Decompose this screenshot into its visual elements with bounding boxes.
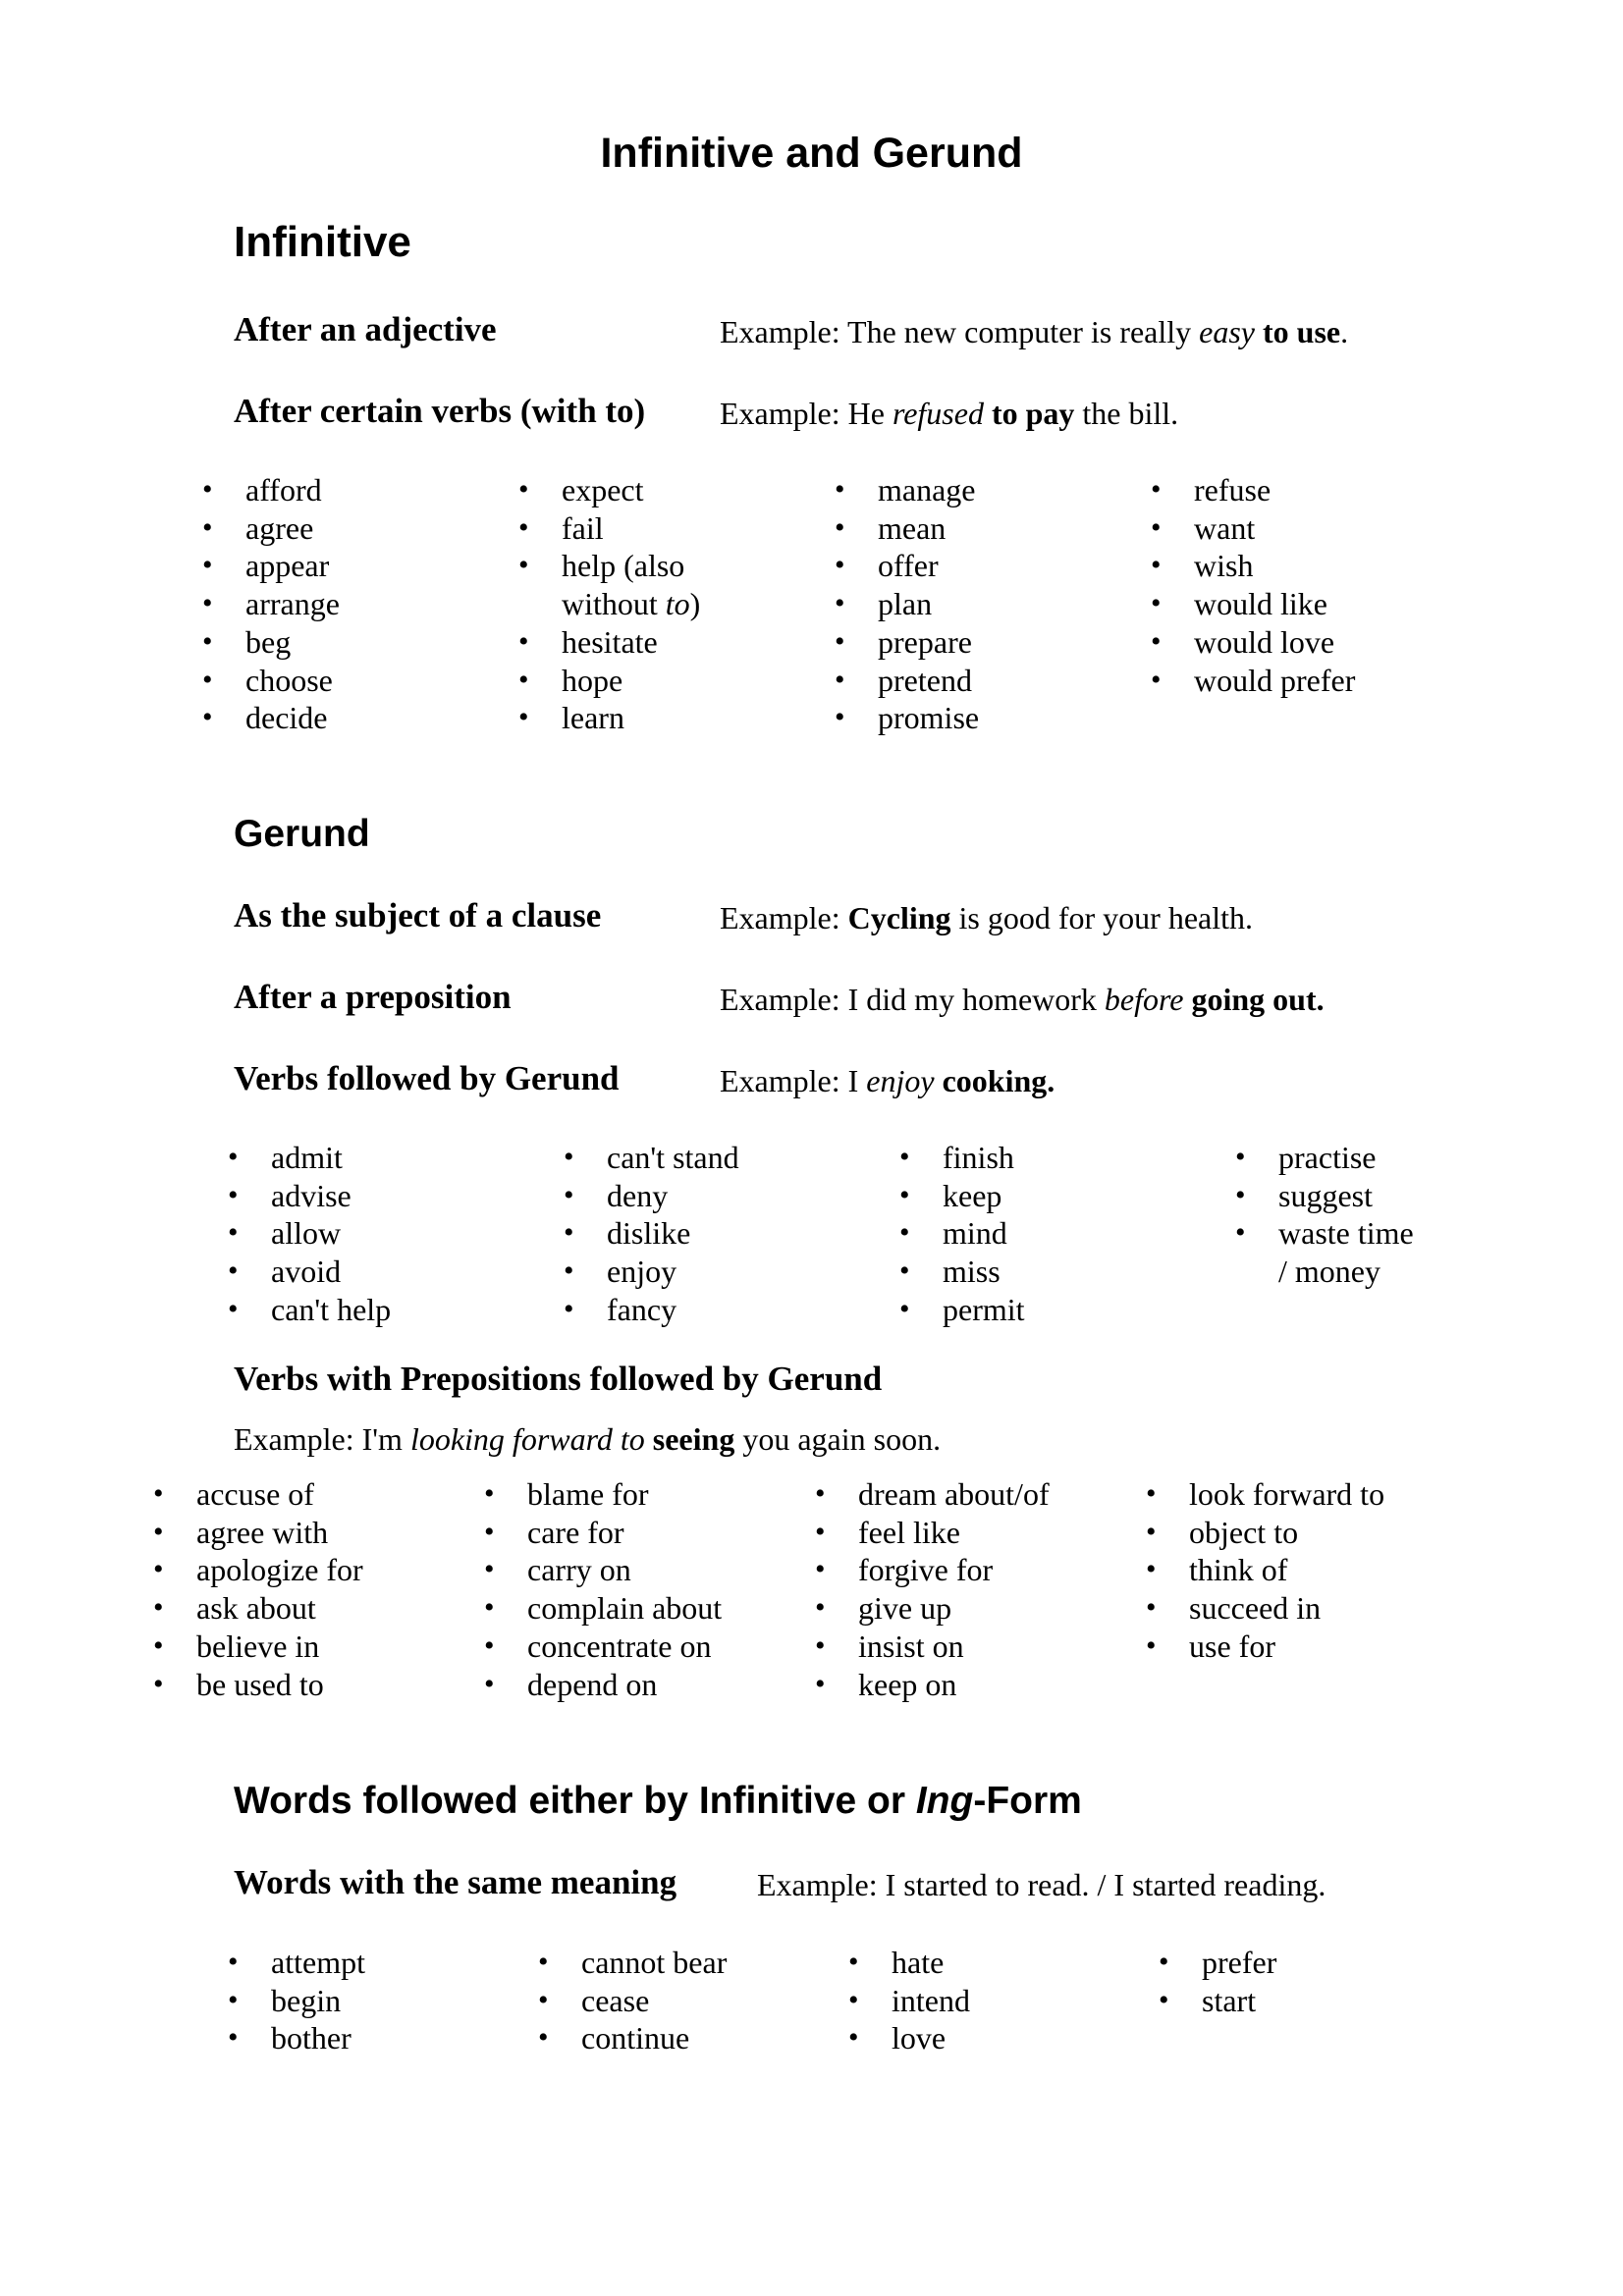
infinitive-verbs-col2 (518, 471, 700, 737)
list-item: • use for (1146, 1628, 1384, 1666)
list-item: • cannot bear (538, 1944, 727, 1982)
list-item: • afford (202, 471, 340, 509)
list-item: • expect (518, 471, 700, 509)
list-item: • allow (228, 1214, 391, 1253)
list-item: • mind (899, 1214, 1025, 1253)
list-item: • begin (228, 1982, 365, 2020)
list-item: • would love (1151, 623, 1355, 662)
list-item: • finish (899, 1139, 1025, 1177)
section-heading-either: Words followed either by Infinitive or Ing-Form (234, 1780, 1082, 1822)
section-heading-gerund: Gerund (234, 813, 370, 855)
list-item: • choose (202, 662, 340, 700)
list-item: • deny (564, 1177, 739, 1215)
list-item: • blame for (484, 1475, 722, 1514)
list-item: • keep (899, 1177, 1025, 1215)
list-item: • hesitate (518, 623, 700, 662)
section-heading-infinitive: Infinitive (234, 218, 411, 266)
list-item: • advise (228, 1177, 391, 1215)
list-item: • suggest (1235, 1177, 1414, 1215)
list-item: • agree (202, 509, 340, 548)
list-item: • appear (202, 547, 340, 585)
example-same-meaning: Example: I started to read. / I started reading. (757, 1867, 1326, 1902)
example-after-certain-verbs: Example: He refused to pay the bill. (720, 396, 1179, 431)
list-item: • manage (835, 471, 979, 509)
list-item: • pretend (835, 662, 979, 700)
list-item: • want (1151, 509, 1355, 548)
gerund-verbs-col2 (564, 1139, 739, 1329)
example-subject-of-clause: Example: Cycling is good for your health. (720, 900, 1254, 935)
list-item: • plan (835, 585, 979, 623)
list-item: • complain about (484, 1589, 722, 1628)
list-item: • would prefer (1151, 662, 1355, 700)
page-title: Infinitive and Gerund (600, 130, 1023, 177)
list-item: • fail (518, 509, 700, 548)
list-item: • admit (228, 1139, 391, 1177)
list-item: • accuse of (153, 1475, 363, 1514)
list-item: • would like (1151, 585, 1355, 623)
list-item: • refuse (1151, 471, 1355, 509)
list-item: • fancy (564, 1291, 739, 1329)
gerund-verbs-col4 (1235, 1139, 1414, 1291)
list-item: • wish (1151, 547, 1355, 585)
list-item: • start (1159, 1982, 1276, 2020)
list-item: • learn (518, 699, 700, 737)
list-item: • forgive for (815, 1551, 1050, 1589)
either-col2 (538, 1944, 727, 2057)
list-item: • avoid (228, 1253, 391, 1291)
list-item: • object to (1146, 1514, 1384, 1552)
rule-after-preposition: After a preposition (234, 978, 512, 1016)
list-item: • ask about (153, 1589, 363, 1628)
list-item: • agree with (153, 1514, 363, 1552)
list-item: • believe in (153, 1628, 363, 1666)
list-item: • bother (228, 2019, 365, 2057)
example-verbs-followed-by-gerund: Example: I enjoy cooking. (720, 1063, 1055, 1098)
list-item: • love (848, 2019, 970, 2057)
list-item: • intend (848, 1982, 970, 2020)
prep-verbs-col1 (153, 1475, 363, 1703)
infinitive-verbs-col1 (202, 471, 340, 737)
prep-verbs-col3 (815, 1475, 1050, 1703)
list-item: • hope (518, 662, 700, 700)
list-item: • apologize for (153, 1551, 363, 1589)
list-item: • keep on (815, 1666, 1050, 1704)
list-item: • feel like (815, 1514, 1050, 1552)
list-item: • prefer (1159, 1944, 1276, 1982)
example-after-adjective: Example: The new computer is really easy to use. (720, 314, 1349, 349)
list-item: • look forward to (1146, 1475, 1384, 1514)
list-item: • depend on (484, 1666, 722, 1704)
list-item: • arrange (202, 585, 340, 623)
list-item: • succeed in (1146, 1589, 1384, 1628)
rule-after-adjective: After an adjective (234, 310, 497, 348)
prep-verbs-col2 (484, 1475, 722, 1703)
gerund-verbs-col1 (228, 1139, 391, 1329)
rule-same-meaning: Words with the same meaning (234, 1863, 677, 1901)
list-item-continuation: without to) (562, 586, 701, 622)
list-item: • care for (484, 1514, 722, 1552)
list-item: • decide (202, 699, 340, 737)
gerund-verbs-col3 (899, 1139, 1025, 1329)
list-item: • help (also (518, 547, 700, 585)
rule-verbs-followed-by-gerund: Verbs followed by Gerund (234, 1059, 620, 1097)
list-item: • mean (835, 509, 979, 548)
list-item: • miss (899, 1253, 1025, 1291)
list-item: • prepare (835, 623, 979, 662)
list-item: • permit (899, 1291, 1025, 1329)
rule-after-certain-verbs: After certain verbs (with to) (234, 392, 646, 430)
list-item: • give up (815, 1589, 1050, 1628)
list-item: • carry on (484, 1551, 722, 1589)
rule-subject-of-clause: As the subject of a clause (234, 896, 602, 934)
either-col3 (848, 1944, 970, 2057)
list-item: • cease (538, 1982, 727, 2020)
either-col4 (1159, 1944, 1276, 2019)
list-item: • practise (1235, 1139, 1414, 1177)
list-item: • insist on (815, 1628, 1050, 1666)
prep-verbs-col4 (1146, 1475, 1384, 1666)
list-item-continuation: / money (1278, 1254, 1380, 1290)
either-col1 (228, 1944, 365, 2057)
list-item: • waste time (1235, 1214, 1414, 1253)
list-item: • hate (848, 1944, 970, 1982)
list-item: • dream about/of (815, 1475, 1050, 1514)
example-verbs-with-prepositions: Example: I'm looking forward to seeing you again soon. (234, 1421, 942, 1457)
rule-verbs-with-prepositions: Verbs with Prepositions followed by Gerund (234, 1360, 883, 1398)
list-item: • think of (1146, 1551, 1384, 1589)
list-item: • promise (835, 699, 979, 737)
list-item: • enjoy (564, 1253, 739, 1291)
list-item: • attempt (228, 1944, 365, 1982)
list-item: • beg (202, 623, 340, 662)
list-item: • dislike (564, 1214, 739, 1253)
list-item: • continue (538, 2019, 727, 2057)
infinitive-verbs-col4 (1151, 471, 1355, 699)
list-item: • offer (835, 547, 979, 585)
example-after-preposition: Example: I did my homework before going out. (720, 982, 1325, 1017)
list-item: • concentrate on (484, 1628, 722, 1666)
list-item: • can't stand (564, 1139, 739, 1177)
infinitive-verbs-col3 (835, 471, 979, 737)
list-item: • be used to (153, 1666, 363, 1704)
list-item: • can't help (228, 1291, 391, 1329)
